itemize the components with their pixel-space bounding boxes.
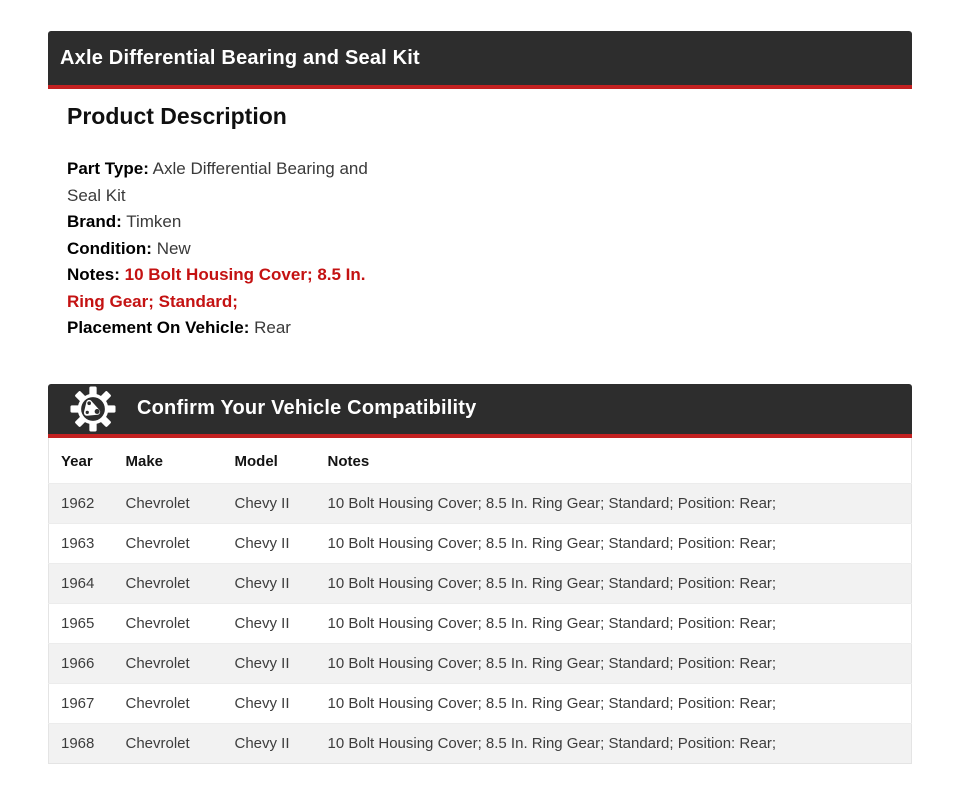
- column-header-year: Year: [49, 438, 114, 484]
- cell-notes: 10 Bolt Housing Cover; 8.5 In. Ring Gear; Standard; Position: Rear;: [316, 483, 912, 523]
- cell-year: 1967: [49, 683, 114, 723]
- table-row: [49, 563, 912, 603]
- field-brand: [67, 209, 399, 236]
- compatibility-title-bar: [48, 384, 912, 438]
- cell-notes: 10 Bolt Housing Cover; 8.5 In. Ring Gear; Standard; Position: Rear;: [316, 723, 912, 763]
- cell-notes: 10 Bolt Housing Cover; 8.5 In. Ring Gear; Standard; Position: Rear;: [316, 563, 912, 603]
- compatibility-table: [48, 438, 912, 764]
- field-part-type-label: Part Type:: [67, 159, 149, 178]
- table-row: [49, 643, 912, 683]
- cell-make: Chevrolet: [114, 563, 223, 603]
- table-row: [49, 603, 912, 643]
- cell-model: Chevy II: [223, 563, 316, 603]
- field-part-type-value: Axle Differential Bearing and Seal Kit: [67, 159, 368, 205]
- product-title: Axle Differential Bearing and Seal Kit: [60, 46, 420, 69]
- cell-model: Chevy II: [223, 523, 316, 563]
- cell-year: 1968: [49, 723, 114, 763]
- cell-year: 1962: [49, 483, 114, 523]
- cell-model: Chevy II: [223, 643, 316, 683]
- cell-year: 1965: [49, 603, 114, 643]
- compatibility-title: Confirm Your Vehicle Compatibility: [137, 397, 477, 419]
- field-brand-value: Timken: [126, 212, 182, 231]
- field-brand-label: Brand:: [67, 212, 122, 231]
- cell-notes: 10 Bolt Housing Cover; 8.5 In. Ring Gear; Standard; Position: Rear;: [316, 603, 912, 643]
- table-row: [49, 683, 912, 723]
- cell-make: Chevrolet: [114, 643, 223, 683]
- description-heading: Product Description: [67, 103, 287, 129]
- cell-model: Chevy II: [223, 683, 316, 723]
- field-condition-value: New: [156, 238, 191, 258]
- cell-notes: 10 Bolt Housing Cover; 8.5 In. Ring Gear; Standard; Position: Rear;: [316, 643, 912, 683]
- cell-make: Chevrolet: [114, 603, 223, 643]
- column-header-notes: Notes: [316, 438, 912, 484]
- field-notes-value: 10 Bolt Housing Cover; 8.5 In. Ring Gear; Standard;: [67, 265, 366, 311]
- column-header-model: Model: [223, 438, 316, 484]
- field-placement-value: Rear: [254, 318, 291, 337]
- table-header-row: [49, 438, 912, 484]
- description-fields: [67, 156, 399, 342]
- column-header-make: Make: [114, 438, 223, 484]
- field-notes: [67, 262, 399, 315]
- cell-notes: 10 Bolt Housing Cover; 8.5 In. Ring Gear; Standard; Position: Rear;: [316, 523, 912, 563]
- cell-model: Chevy II: [223, 483, 316, 523]
- cell-model: Chevy II: [223, 723, 316, 763]
- cell-year: 1966: [49, 643, 114, 683]
- field-placement-label: Placement On Vehicle:: [67, 318, 250, 337]
- cell-make: Chevrolet: [114, 683, 223, 723]
- gear-icon: [70, 386, 116, 432]
- table-row: [49, 483, 912, 523]
- product-title-bar: [48, 31, 912, 89]
- product-description-section: [48, 103, 912, 342]
- field-notes-label: Notes:: [67, 265, 120, 284]
- field-condition: [67, 236, 399, 263]
- cell-year: 1964: [49, 563, 114, 603]
- cell-make: Chevrolet: [114, 523, 223, 563]
- cell-model: Chevy II: [223, 603, 316, 643]
- table-row: [49, 723, 912, 763]
- field-part-type: [67, 156, 399, 209]
- table-row: [49, 523, 912, 563]
- cell-notes: 10 Bolt Housing Cover; 8.5 In. Ring Gear; Standard; Position: Rear;: [316, 683, 912, 723]
- field-condition-label: Condition:: [67, 238, 152, 258]
- cell-make: Chevrolet: [114, 723, 223, 763]
- cell-make: Chevrolet: [114, 483, 223, 523]
- cell-year: 1963: [49, 523, 114, 563]
- field-placement: [67, 315, 399, 342]
